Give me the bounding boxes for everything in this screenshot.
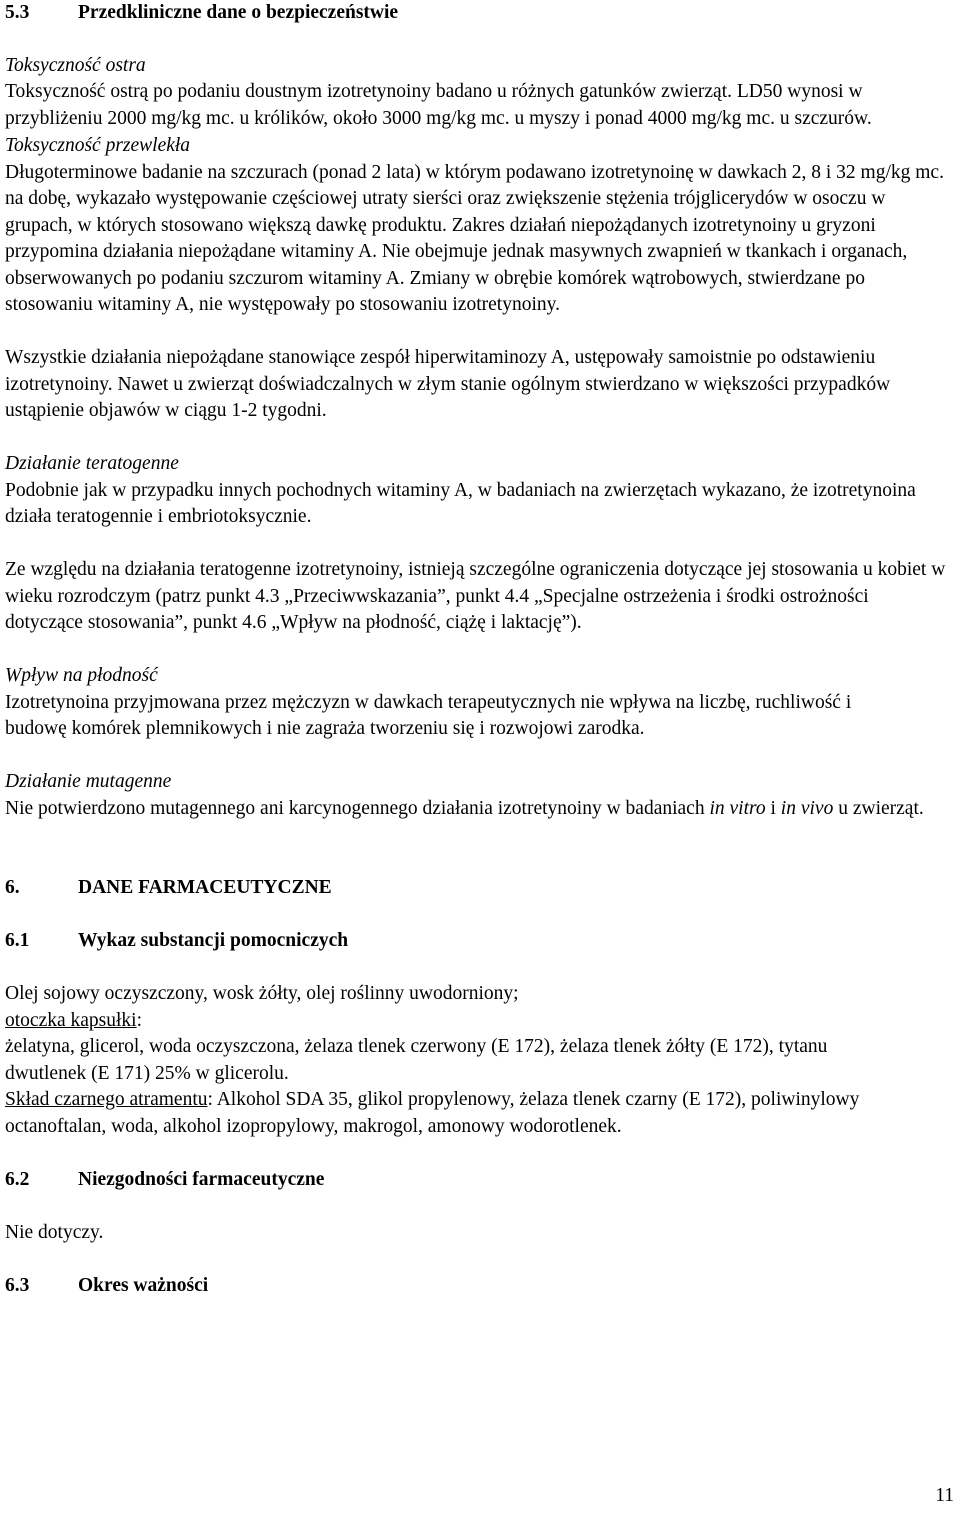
section-number: 6.3: [5, 1274, 30, 1296]
capsule-shell-label: otoczka kapsułki: [5, 1009, 137, 1031]
excipients-line-1: Olej sojowy oczyszczony, wosk żółty, olej roślinny uwodorniony;: [5, 983, 519, 1004]
mutagenic-text-after: u zwierząt.: [833, 797, 924, 819]
section-number: 6.2: [5, 1168, 30, 1190]
subheading-teratogenic: Działanie teratogenne: [5, 453, 179, 474]
black-ink-text: : Alkohol SDA 35, glikol propylenowy, żelaza tlenek czarny (E 172), poliwinylowy octanoftalan, woda, alkohol izopropylowy, makrogol, amonowy wodorotlenek.: [5, 1089, 860, 1137]
subheading-mutagenic: Działanie mutagenne: [5, 771, 172, 792]
subheading-chronic-toxicity: Toksyczność przewlekła: [5, 135, 191, 156]
paragraph-acute-toxicity: Toksyczność ostrą po podaniu doustnym izotretynoiny badano u różnych gatunków zwierząt. LD50 wynosi w przybliżeniu 2000 mg/kg mc. u królików, około 3000 mg/kg mc. u myszy i ponad 4000 mg/kg mc. u szczurów.: [5, 81, 872, 129]
paragraph-fertility: Izotretynoina przyjmowana przez mężczyzn w dawkach terapeutycznych nie wpływa na liczbę, ruchliwość i budowę komórek plemnikowych i nie zagraża tworzeniu się i rozwojowi zarodka.: [5, 691, 852, 739]
paragraph-teratogenic: Podobnie jak w przypadku innych pochodnych witaminy A, w badaniach na zwierzętach wykazano, że izotretynoina działa teratogennie i embriotoksycznie.: [5, 479, 916, 527]
section-heading-6-2: [5, 1167, 955, 1194]
section-title: Niezgodności farmaceutyczne: [78, 1168, 325, 1190]
section-heading-6: [5, 875, 955, 902]
capsule-label-suffix: :: [136, 1009, 143, 1031]
section-heading-6-1: [5, 928, 955, 955]
black-ink-label: Skład czarnego atramentu: [5, 1089, 208, 1110]
paragraph-teratogenic-restrictions: Ze względu na działania teratogenne izotretynoiny, istnieją szczególne ograniczenia dotyczące jej stosowania u kobiet w wieku rozrodczym (patrz punkt 4.3 „Przeciwwskazania”, punkt 4.4 „Specjalne ostrzeżenia i środki ostrożności dotyczące stosowania”, punkt 4.6 „Wpływ na płodność, ciążę i laktację”).: [5, 559, 946, 633]
section-number: 6.1: [5, 930, 30, 951]
capsule-label-line: [5, 1008, 955, 1035]
capsule-shell-composition: żelatyna, glicerol, woda oczyszczona, żelaza tlenek czerwony (E 172), żelaza tlenek żółty (E 172), tytanu dwutlenek (E 171) 25% w glicerolu.: [5, 1036, 828, 1084]
mutagenic-text-mid: i: [765, 797, 781, 819]
document-body: [5, 0, 955, 1299]
paragraph-mutagenic: [5, 796, 955, 823]
page-number: 11: [935, 1485, 954, 1506]
section-title: DANE FARMACEUTYCZNE: [78, 877, 332, 898]
ink-composition: [5, 1087, 955, 1140]
section-title: Przedkliniczne dane o bezpieczeństwie: [78, 2, 399, 23]
subheading-fertility: Wpływ na płodność: [5, 665, 158, 686]
subheading-acute-toxicity: Toksyczność ostra: [5, 54, 146, 76]
section-number: 5.3: [5, 2, 30, 23]
mutagenic-text-before: Nie potwierdzono mutagennego ani karcynogennego działania izotretynoiny w badaniach: [5, 797, 710, 819]
incompatibilities-text: Nie dotyczy.: [5, 1221, 104, 1243]
paragraph-hypervitaminosis: Wszystkie działania niepożądane stanowiące zespół hiperwitaminozy A, ustępowały samoistnie po odstawieniu izotretynoiny. Nawet u zwierząt doświadczalnych w złym stanie ogólnym stwierdzano w większości przypadków ustąpienie objawów w ciągu 1-2 tygodni.: [5, 347, 891, 421]
section-title: Okres ważności: [78, 1274, 209, 1296]
term-in-vivo: in vivo: [780, 797, 834, 819]
paragraph-chronic-toxicity: Długoterminowe badanie na szczurach (ponad 2 lata) w którym podawano izotretynoinę w dawkach 2, 8 i 32 mg/kg mc. na dobę, wykazało występowanie częściowej utraty sierści oraz zwiększenie stężenia trójglicerydów w osoczu w grupach, w których stosowano większą dawkę produktu. Zakres działań niepożądanych izotretynoiny u gryzoni przypomina działania niepożądane witaminy A. Nie obejmuje jednak masywnych zwapnień w tkankach i organach, obserwowanych po podaniu szczurom witaminy A. Zmiany w obrębie komórek wątrobowych, stwierdzane po stosowaniu witaminy A, nie występowały po stosowaniu izotretynoiny.: [5, 161, 944, 315]
section-heading-6-3: [5, 1273, 955, 1300]
section-number: 6.: [5, 877, 20, 898]
section-heading-5-3: [5, 0, 955, 27]
term-in-vitro: in vitro: [709, 797, 766, 819]
section-title: Wykaz substancji pomocniczych: [78, 930, 349, 951]
